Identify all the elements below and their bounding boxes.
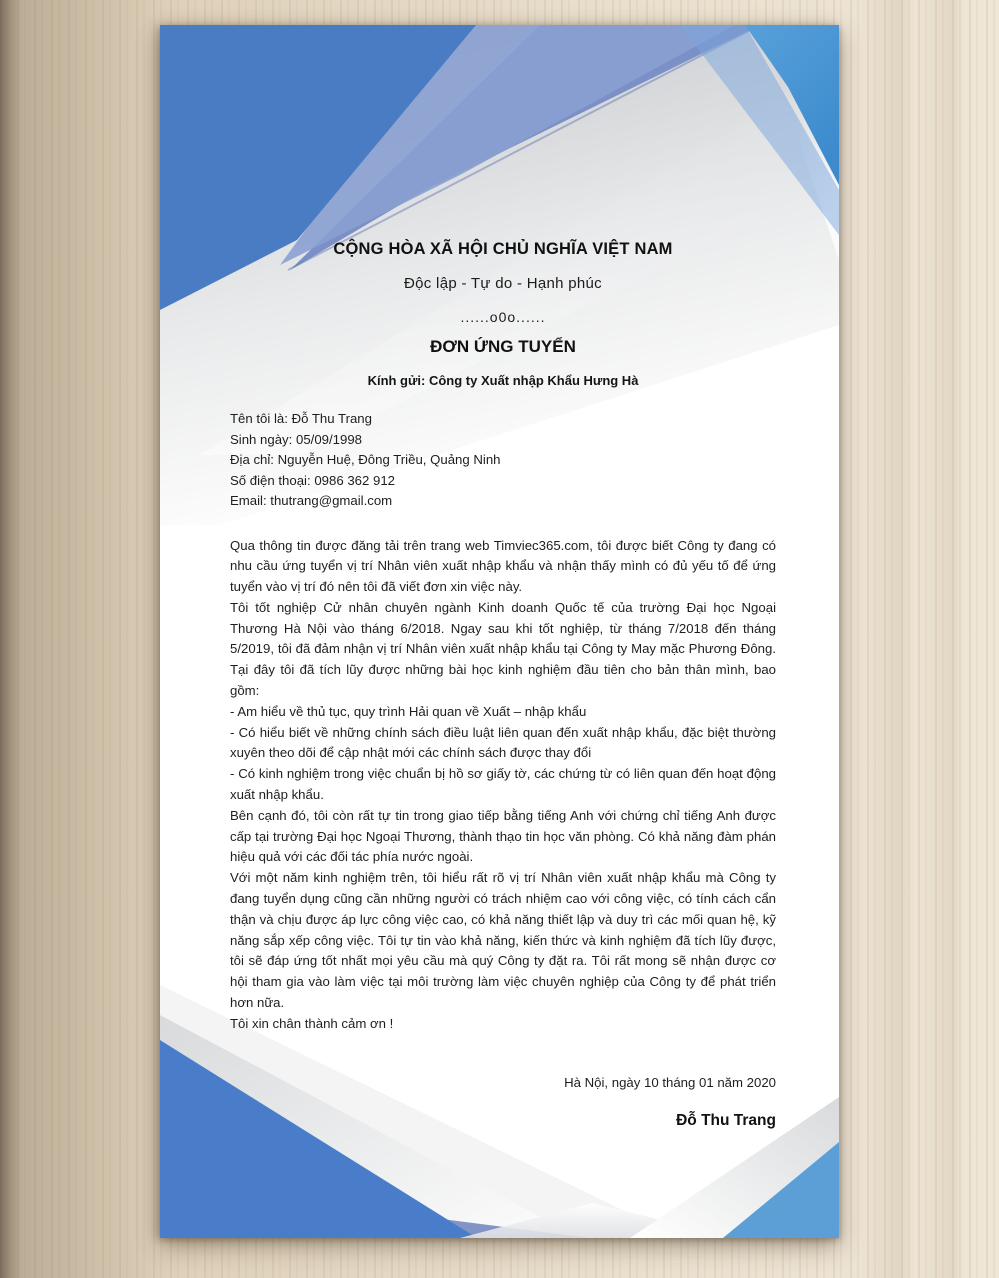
applicant-address-line: Địa chỉ: Nguyễn Huệ, Đông Triều, Quảng Ninh xyxy=(230,452,501,467)
bullet-policy-knowledge: - Có hiểu biết về những chính sách điều luật liên quan đến xuất nhập khẩu, đặc biệt thường xuyên theo dõi để cập nhật mới các chính sách được thay đổi xyxy=(230,724,776,761)
national-motto: Độc lập - Tự do - Hạnh phúc xyxy=(404,275,602,292)
closing-block xyxy=(230,1073,776,1132)
applicant-name-line: Tên tôi là: Đỗ Thu Trang xyxy=(230,411,372,426)
applicant-dob-line: Sinh ngày: 05/09/1998 xyxy=(230,431,362,447)
paragraph-thanks: Tôi xin chân thành cảm ơn ! xyxy=(230,1015,394,1031)
signature-name: Đỗ Thu Trang xyxy=(676,1111,776,1129)
applicant-phone-line: Số điện thoại: 0986 362 912 xyxy=(230,472,395,488)
ornament-divider: ......o0o...... xyxy=(460,309,546,325)
paragraph-commitment: Với một năm kinh nghiệm trên, tôi hiểu rất rõ vị trí Nhân viên xuất nhập khẩu mà Công ty đang tuyển dụng cũng cần những người có trách nhiệm cao với công việc, có tính cách cẩn thận và chịu được áp lực công việc cao, có khả năng thiết lập và duy trì các mối quan hệ, kỹ năng sắp xếp công việc. Tôi tự tin vào khả năng, kiến thức và kinh nghiệm đã tích lũy được, tôi sẽ đáp ứng tốt nhất mọi yêu cầu mà quý Công ty đặt ra. Tôi rất mong sẽ nhận được cơ hội tham gia vào làm việc tại môi trường làm việc chuyên nghiệp của Công ty để phát triển hơn nữa. xyxy=(230,870,776,1011)
applicant-email-line: Email: thutrang@gmail.com xyxy=(230,493,393,508)
paragraph-education-experience: Tôi tốt nghiệp Cử nhân chuyên ngành Kinh doanh Quốc tế của trường Đại học Ngoại Thương Hà Nội vào tháng 6/2018. Ngay sau khi tốt nghiệp, từ tháng 7/2018 đến tháng 5/2019, tôi đã đảm nhận vị trí Nhân viên xuất nhập khẩu tại Công ty May mặc Phương Đông. Tại đây tôi đã tích lũy được những bài học kinh nghiệm đầu tiên cho bản thân mình, bao gồm: xyxy=(230,599,776,699)
paragraph-intro: Qua thông tin được đăng tải trên trang web Timviec365.com, tôi được biết Công ty đang có nhu cầu ứng tuyển vị trí Nhân viên xuất nhập khẩu và nhận thấy mình có đủ yếu tố để ứng tuyển vào vị trí đó nên tôi đã viết đơn xin việc này. xyxy=(230,537,776,595)
recipient-line: Kính gửi: Công ty Xuất nhập Khẩu Hưng Hà xyxy=(367,373,639,388)
date-place-line: Hà Nội, ngày 10 tháng 01 năm 2020 xyxy=(564,1074,776,1090)
letter-body xyxy=(230,536,776,1035)
national-title: CỘNG HÒA XÃ HỘI CHỦ NGHĨA VIỆT NAM xyxy=(333,240,673,258)
letter-page xyxy=(160,25,839,1238)
bullet-documents-experience: - Có kinh nghiệm trong việc chuẩn bị hồ sơ giấy tờ, các chứng từ có liên quan đến hoạt động xuất nhập khẩu. xyxy=(230,766,776,803)
letter-content xyxy=(230,25,776,1132)
paragraph-skills: Bên cạnh đó, tôi còn rất tự tin trong giao tiếp bằng tiếng Anh với chứng chỉ tiếng Anh được cấp tại trường Đại học Ngoại Thương, thành thạo tin học văn phòng. Có khả năng đàm phán hiệu quả với các đối tác phía nước ngoài. xyxy=(230,807,776,865)
letter-title: ĐƠN ỨNG TUYỂN xyxy=(430,337,576,356)
bullet-customs-knowledge: - Am hiểu về thủ tục, quy trình Hải quan về Xuất – nhập khẩu xyxy=(230,703,587,719)
applicant-info-block xyxy=(230,409,776,512)
